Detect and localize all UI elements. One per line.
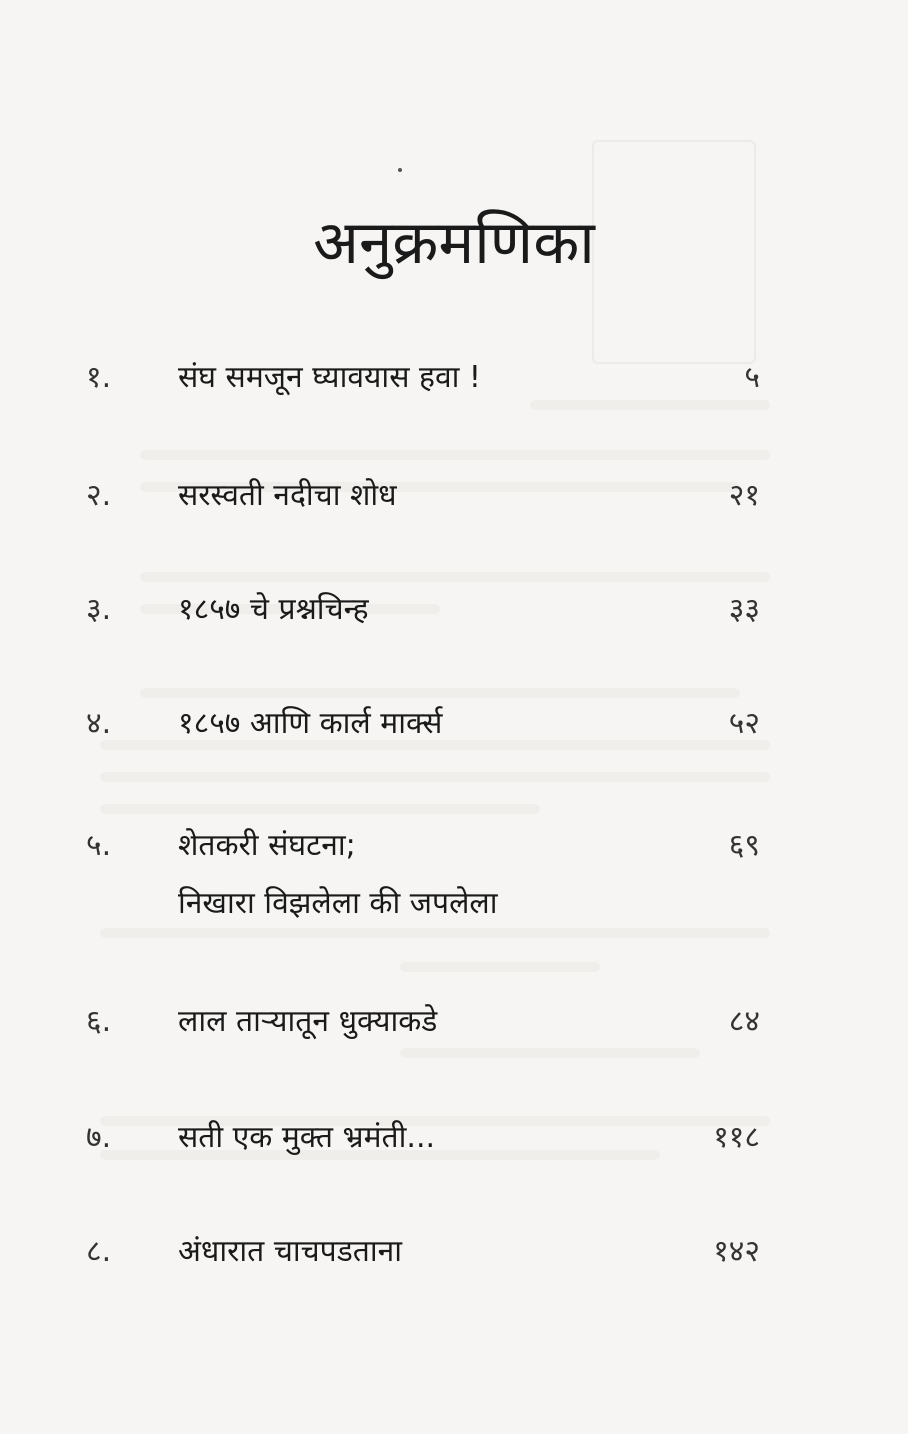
toc-entry bbox=[0, 580, 908, 640]
toc-entry-page: ५ bbox=[744, 360, 760, 395]
toc-entry-title: १८५७ चे प्रश्नचिन्ह bbox=[178, 592, 369, 627]
page-title: अनुक्रमणिका bbox=[313, 208, 595, 278]
toc-entry-number: ३. bbox=[86, 592, 112, 627]
toc-entry-number: ८. bbox=[86, 1234, 112, 1269]
toc-entry bbox=[0, 348, 908, 408]
toc-entry bbox=[0, 816, 908, 936]
toc-entry-page: ३३ bbox=[728, 592, 760, 627]
toc-entry bbox=[0, 466, 908, 526]
toc-entry bbox=[0, 992, 908, 1052]
bleed-through-line bbox=[140, 450, 770, 460]
bleed-through-line bbox=[400, 962, 600, 972]
toc-entry-number: ६. bbox=[86, 1004, 112, 1039]
bleed-through-line bbox=[100, 804, 540, 814]
toc-entry-title: अंधारात चाचपडताना bbox=[178, 1234, 403, 1269]
toc-entry-title: १८५७ आणि कार्ल मार्क्स bbox=[178, 706, 443, 741]
toc-entry-number: ५. bbox=[86, 828, 112, 863]
toc-entry-number: १. bbox=[86, 360, 112, 395]
toc-entry-title: संघ समजून घ्यावयास हवा ! bbox=[178, 360, 481, 395]
toc-entry-page: ८४ bbox=[728, 1004, 760, 1039]
toc-entry-page: ६९ bbox=[728, 828, 760, 863]
toc-entry-title: लाल ताऱ्यातून धुक्याकडे bbox=[178, 1004, 438, 1039]
toc-entry-number: ७. bbox=[86, 1120, 112, 1155]
ink-speck bbox=[398, 168, 402, 172]
bleed-through-line bbox=[100, 772, 770, 782]
toc-entry-page: २१ bbox=[728, 478, 760, 513]
toc-entry-title: शेतकरी संघटना; bbox=[178, 828, 356, 863]
toc-entry bbox=[0, 1222, 908, 1282]
toc-entry-title-continuation: निखारा विझलेला की जपलेला bbox=[178, 886, 498, 921]
toc-entry-page: ५२ bbox=[728, 706, 760, 741]
toc-entry bbox=[0, 1108, 908, 1168]
toc-entry-title: सरस्वती नदीचा शोध bbox=[178, 478, 397, 513]
toc-entry-page: १४२ bbox=[713, 1234, 760, 1269]
toc-entry-title: सती एक मुक्त भ्रमंती... bbox=[178, 1120, 436, 1155]
toc-entry bbox=[0, 694, 908, 754]
toc-entry-number: ४. bbox=[86, 706, 112, 741]
toc-entry-number: २. bbox=[86, 478, 112, 513]
toc-entry-page: ११८ bbox=[713, 1120, 760, 1155]
